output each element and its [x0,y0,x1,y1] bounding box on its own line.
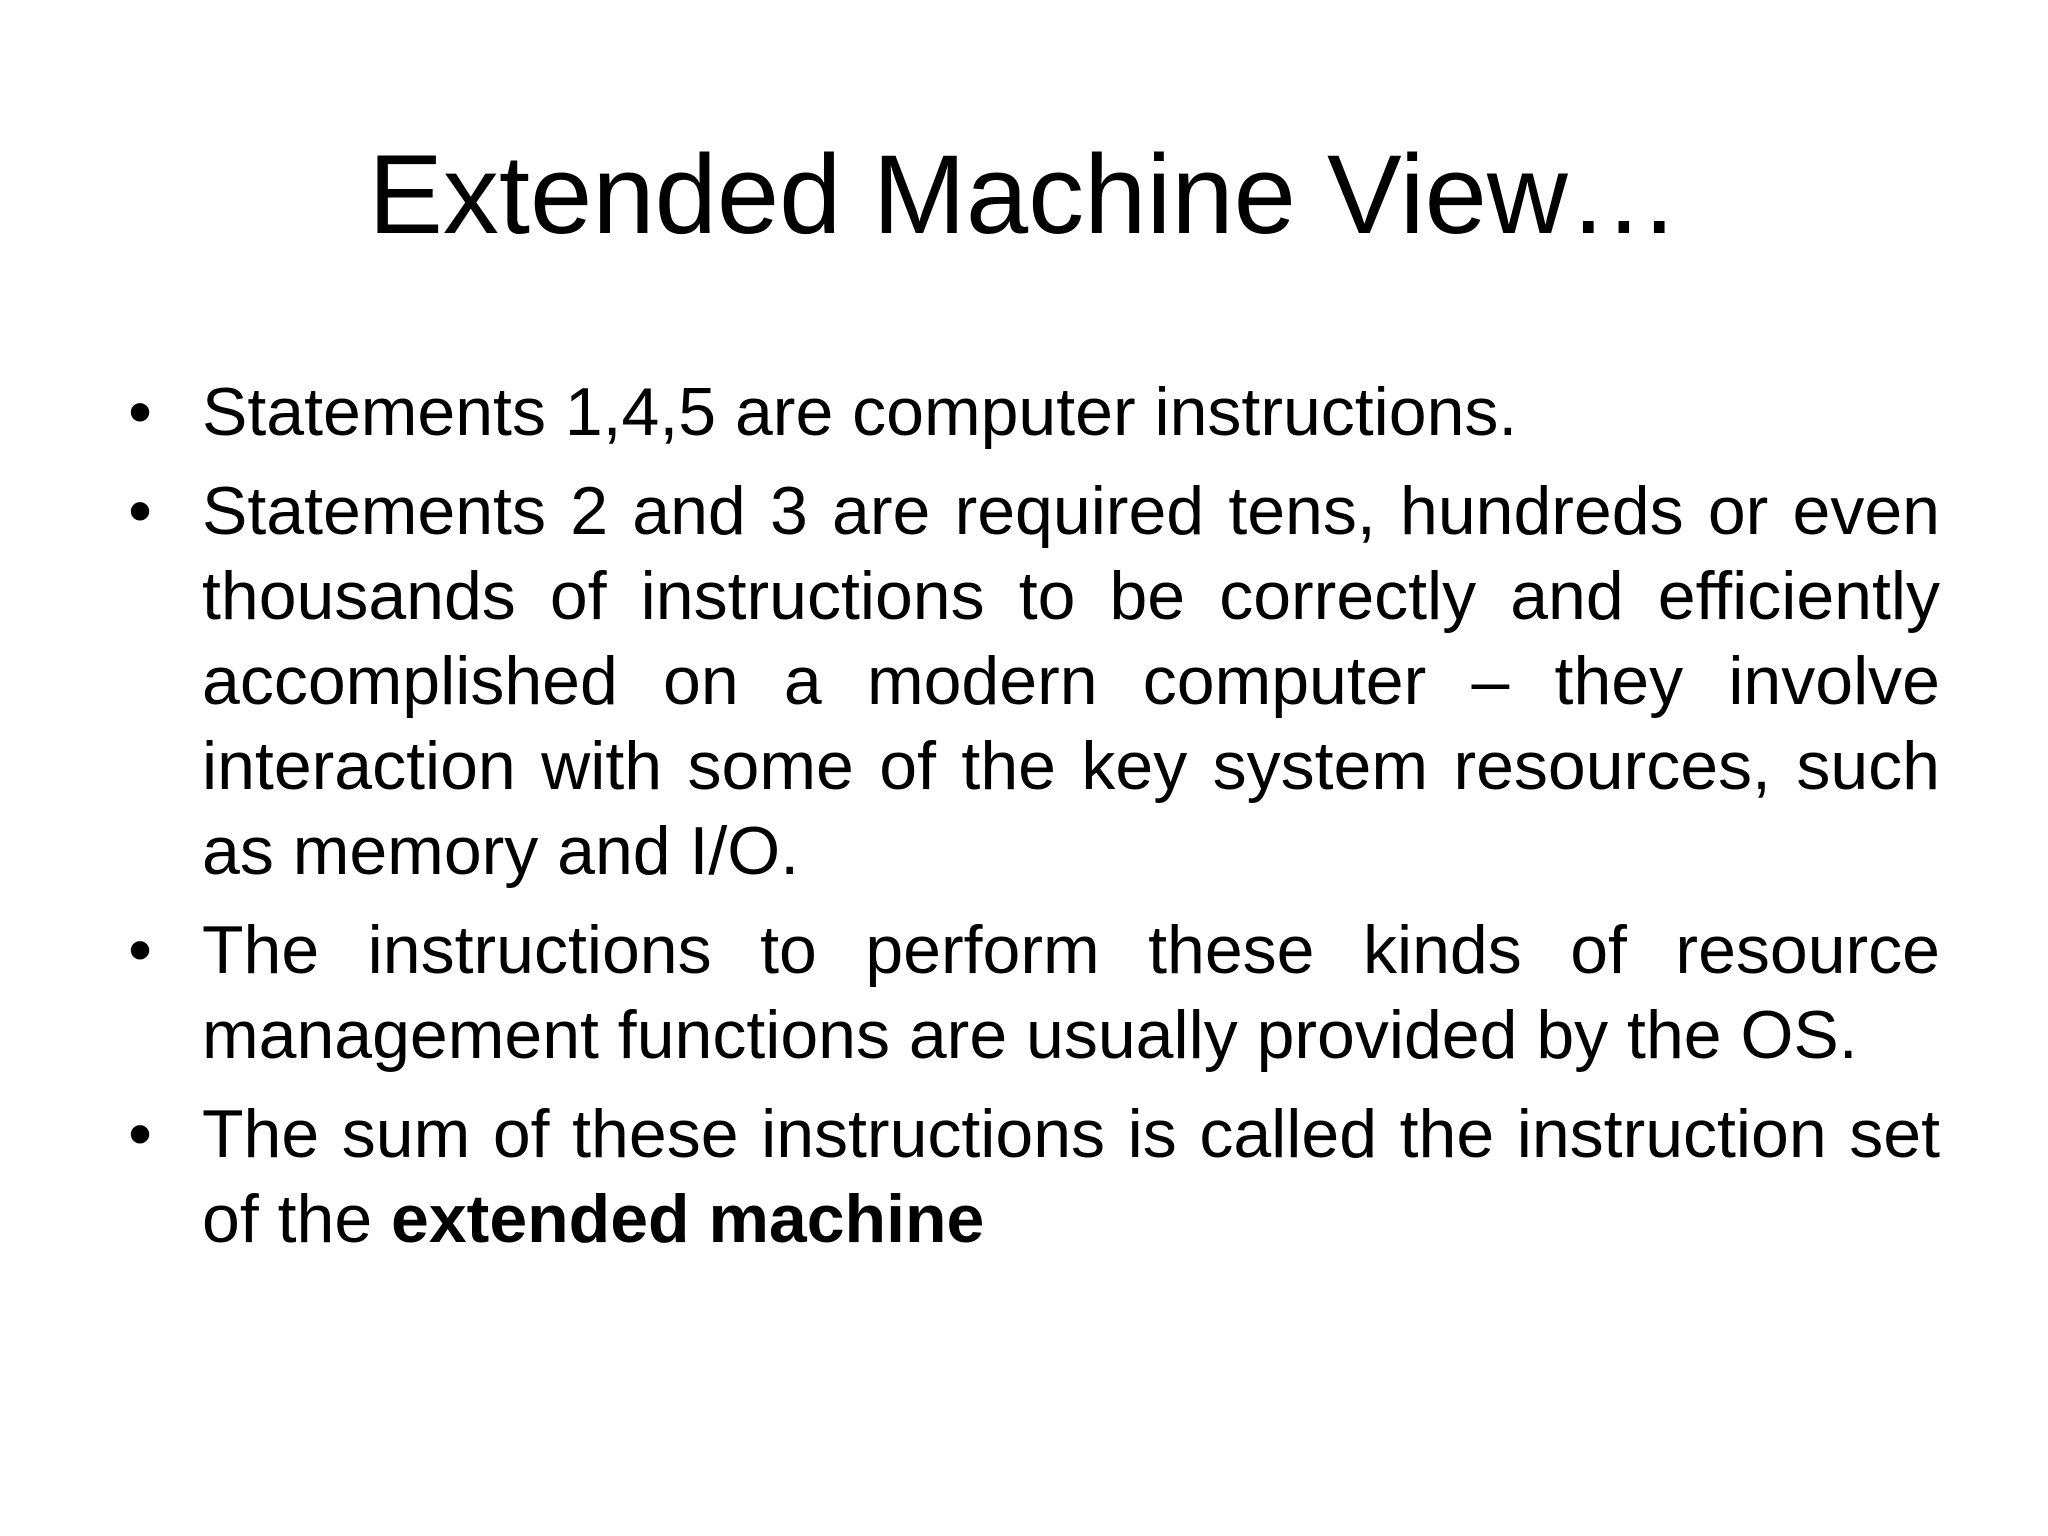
slide-title: Extended Machine View… [368,132,1680,257]
bullet-icon: • [128,912,152,988]
bullet-text [202,1096,1940,1257]
bullet-text: Statements 2 and 3 are required tens, hundreds or even thousands of instructions to be correctly and efficiently accomplished on a modern computer – they involve interaction with some of the key system resources, such as memory and I/O. [202,473,1940,889]
bullet-icon: • [128,473,152,549]
bullet-list [120,370,1940,1276]
bullet-text-plain: The sum of these instructions is called the instruction set of the [202,1096,1940,1257]
list-item [120,908,1940,1078]
bullet-icon: • [128,374,152,450]
bullet-icon: • [128,1096,152,1172]
bullet-text: The instructions to perform these kinds of resource management functions are usually provided by the OS. [202,912,1940,1073]
bullet-text: Statements 1,4,5 are computer instructions. [202,374,1518,450]
list-item [120,370,1940,455]
bullet-text-bold: extended machine [391,1181,985,1257]
list-item [120,469,1940,894]
list-item [120,1092,1940,1262]
